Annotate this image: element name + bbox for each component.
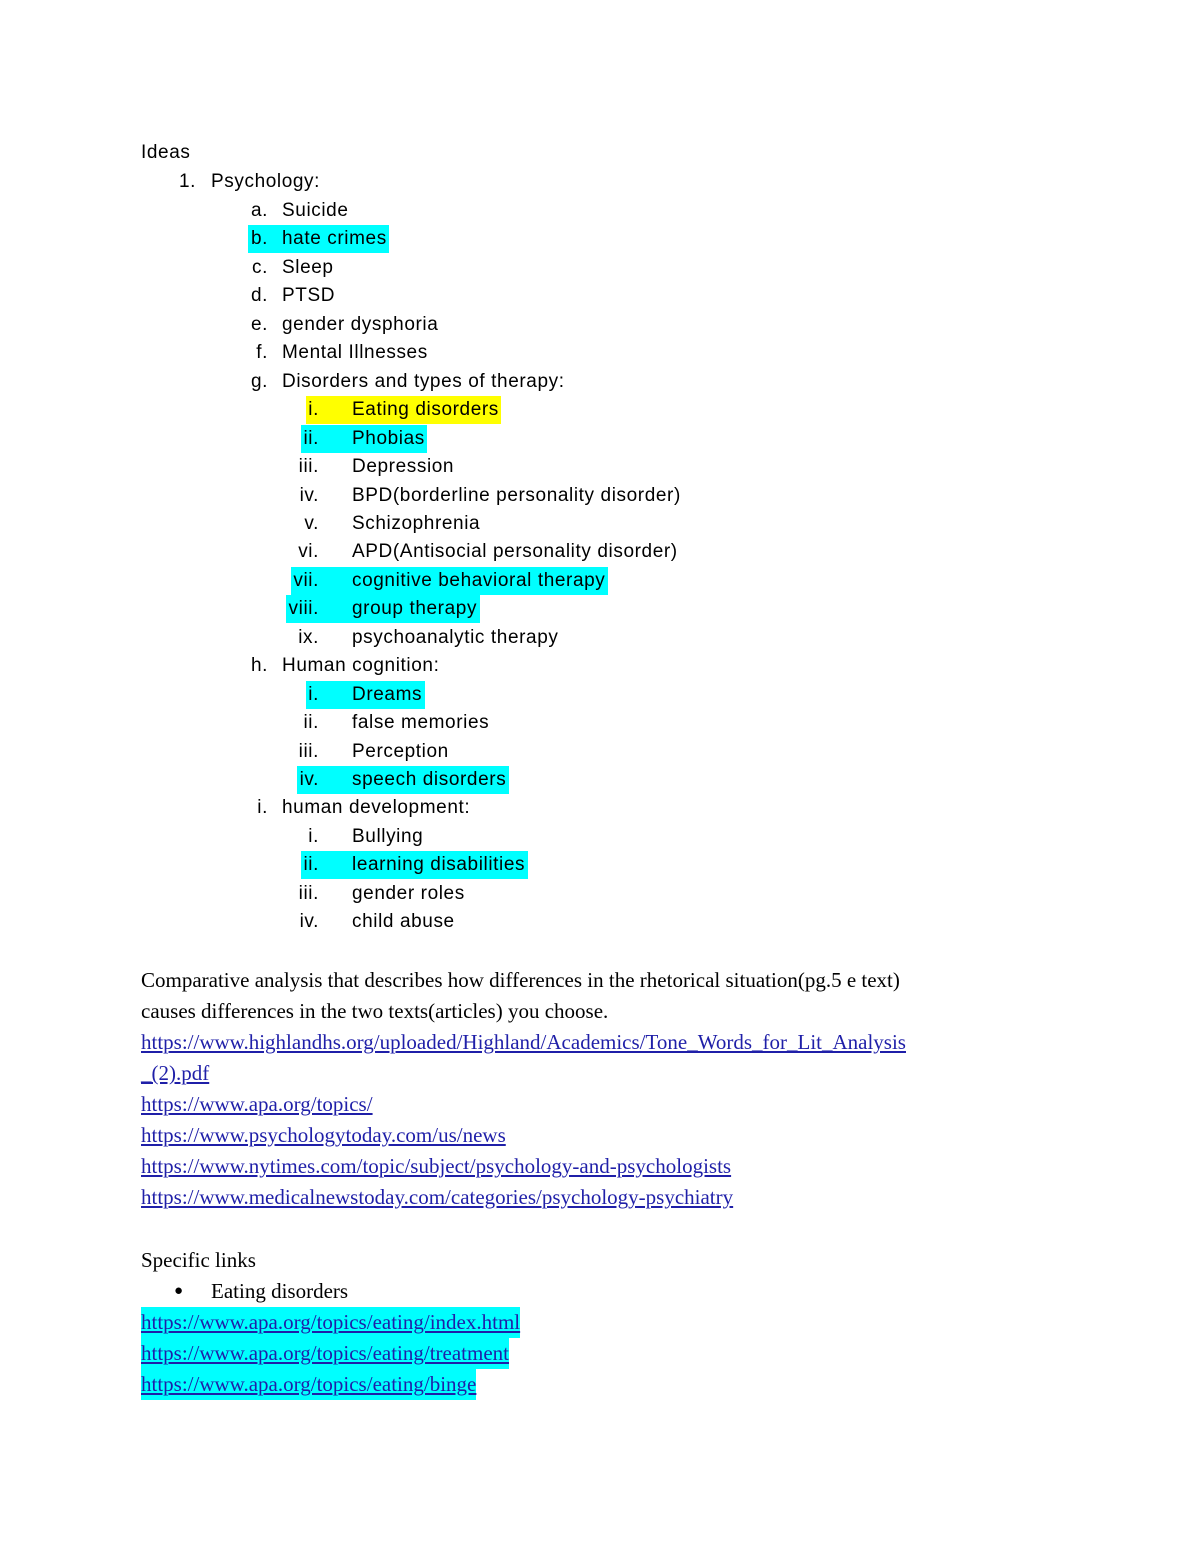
list-marker: iii. — [298, 456, 319, 478]
link-apa-topics[interactable]: https://www.apa.org/topics/ — [141, 1092, 373, 1116]
link-nytimes[interactable]: https://www.nytimes.com/topic/subject/psychology-and-psychologists — [141, 1154, 732, 1178]
link-tone-words-cont[interactable]: _(2).pdf — [141, 1061, 210, 1085]
list-marker: a. — [250, 200, 268, 221]
list-item-therapy: psychoanalytic therapy — [352, 626, 559, 648]
list-item-cognition: speech disorders — [352, 769, 507, 790]
list-marker: i. — [308, 825, 319, 847]
list-item-sub: Suicide — [282, 200, 349, 221]
list-marker: c. — [252, 256, 268, 278]
bullet-item-eating-disorders: Eating disorders — [211, 1279, 349, 1303]
list-marker: g. — [250, 370, 268, 392]
list-item-cognition: Dreams — [352, 683, 423, 705]
specific-links-heading: Specific links — [141, 1248, 256, 1272]
list-marker: i. — [257, 797, 268, 819]
list-marker: ii. — [303, 854, 319, 876]
doc-title: Ideas — [141, 142, 191, 163]
list-item-psychology: Psychology: — [211, 171, 321, 192]
list-marker: viii. — [288, 598, 319, 620]
list-marker: iv. — [299, 769, 319, 790]
list-marker: b. — [250, 228, 268, 250]
list-item-sub: gender dysphoria — [282, 313, 439, 335]
list-marker: d. — [250, 285, 268, 307]
list-marker: i. — [308, 399, 319, 421]
list-item-sub: PTSD — [282, 285, 336, 307]
list-item-cognition: false memories — [352, 712, 490, 734]
list-marker: f. — [256, 342, 268, 364]
list-item-therapy: Eating disorders — [352, 399, 499, 421]
list-item-sub: Sleep — [282, 256, 334, 278]
list-item-therapy: cognitive behavioral therapy — [352, 569, 606, 591]
list-marker: v. — [304, 512, 319, 534]
list-marker: 1. — [178, 171, 196, 192]
list-item-cognition-heading: Human cognition: — [282, 655, 440, 677]
list-marker: iv. — [299, 484, 319, 506]
list-item-sub: Mental Illnesses — [282, 342, 428, 364]
link-psychology-today[interactable]: https://www.psychologytoday.com/us/news — [141, 1123, 506, 1147]
list-marker: iii. — [298, 740, 319, 762]
list-item-sub: hate crimes — [282, 228, 387, 250]
list-item-development: child abuse — [352, 911, 455, 933]
list-item-development: gender roles — [352, 882, 465, 904]
list-item-sub: Disorders and types of therapy: — [282, 370, 565, 392]
list-marker: e. — [250, 313, 268, 335]
list-item-development: learning disabilities — [352, 854, 526, 876]
list-marker: vii. — [293, 569, 319, 591]
list-item-therapy: group therapy — [352, 598, 478, 620]
list-marker: h. — [250, 655, 268, 677]
list-item-development-heading: human development: — [282, 797, 471, 819]
list-item-therapy: Phobias — [352, 427, 425, 449]
link-tone-words[interactable]: https://www.highlandhs.org/uploaded/Highland/Academics/Tone_Words_for_Lit_Analysis — [141, 1030, 906, 1054]
paragraph-line: causes differences in the two texts(articles) you choose. — [141, 999, 609, 1023]
list-item-therapy: Depression — [352, 456, 455, 478]
list-item-therapy: Schizophrenia — [352, 512, 481, 534]
list-marker: vi. — [298, 541, 319, 563]
list-marker: ii. — [303, 427, 319, 449]
list-marker: i. — [308, 683, 319, 705]
list-item-cognition: Perception — [352, 740, 449, 762]
list-item-therapy: APD(Antisocial personality disorder) — [352, 541, 678, 563]
link-medical-news-today[interactable]: https://www.medicalnewstoday.com/categories/psychology-psychiatry — [141, 1185, 734, 1209]
list-item-development: Bullying — [352, 825, 424, 847]
list-item-therapy: BPD(borderline personality disorder) — [352, 484, 681, 506]
bullet-icon: ● — [174, 1283, 184, 1299]
list-marker: ix. — [298, 626, 319, 648]
link-apa-eating-binge[interactable]: https://www.apa.org/topics/eating/binge — [141, 1369, 476, 1400]
list-marker: ii. — [303, 712, 319, 734]
paragraph-line: Comparative analysis that describes how differences in the rhetorical situation(pg.5 e text) — [141, 968, 900, 992]
link-apa-eating-index[interactable]: https://www.apa.org/topics/eating/index.html — [141, 1307, 520, 1338]
list-marker: iv. — [299, 911, 319, 933]
link-apa-eating-treatment[interactable]: https://www.apa.org/topics/eating/treatment — [141, 1338, 509, 1369]
list-marker: iii. — [298, 882, 319, 904]
